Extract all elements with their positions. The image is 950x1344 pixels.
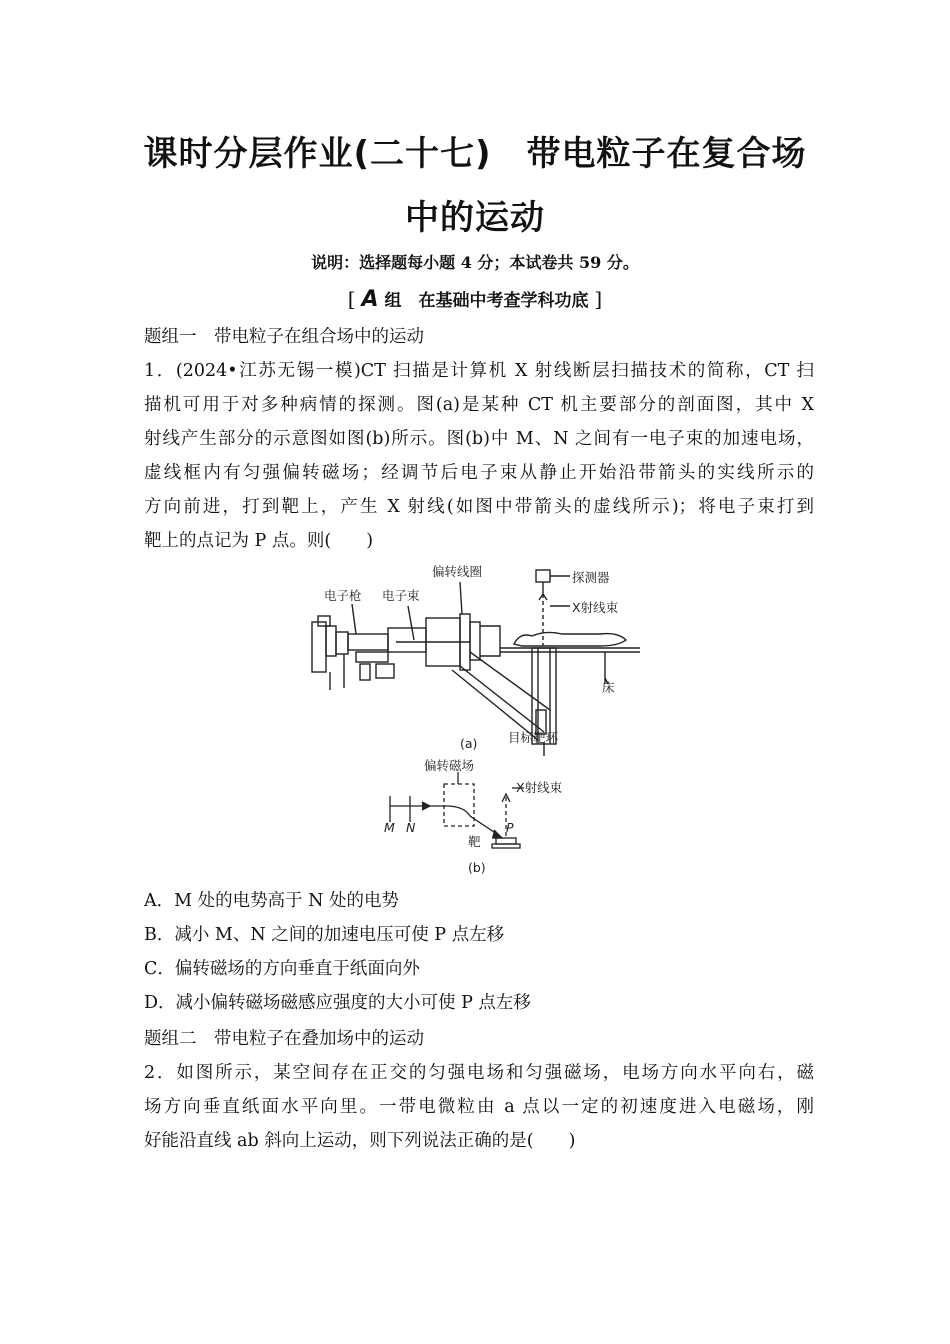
q2-line: 2．如图所示，某空间存在正交的匀强电场和匀强磁场，电场方向水平向右，磁: [144, 1063, 814, 1083]
option-d: D．减小偏转磁场磁感应强度的大小可使 P 点左移: [144, 993, 531, 1013]
caption-b: (b): [468, 860, 486, 875]
section-1-heading: 题组一 带电粒子在组合场中的运动: [144, 327, 424, 347]
figure-b-drawing: [390, 772, 524, 848]
label-n: N: [406, 820, 416, 835]
ct-scanner-figure: [300, 560, 660, 880]
option-a: A．M 处的电势高于 N 处的电势: [144, 891, 400, 911]
label-target: 靶: [468, 834, 481, 849]
label-xray-beam: X射线束: [572, 600, 619, 615]
q1-line: 描机可用于对多种病情的探测。图(a)是某种 CT 机主要部分的剖面图，其中 X: [144, 395, 814, 415]
q1-line: 1．(2024•江苏无锡一模)CT 扫描是计算机 X 射线断层扫描技术的简称，CT 扫: [144, 361, 814, 381]
section-2-heading: 题组二 带电粒子在叠加场中的运动: [144, 1029, 424, 1049]
label-target-ring: 目标靶环: [508, 730, 559, 745]
group-a-text: 组 在基础中考查学科功底: [384, 291, 589, 311]
magnetic-field-region: [444, 784, 474, 826]
label-p: P: [506, 820, 514, 835]
target: [496, 838, 516, 844]
page-title-line-1: 课时分层作业(二十七) 带电粒子在复合场: [143, 134, 807, 174]
bracket-close: ]: [594, 287, 603, 311]
label-m: M: [384, 820, 395, 835]
q1-line: 方向前进，打到靶上，产生 X 射线(如图中带箭头的虚线所示)；将电子束打到: [144, 497, 814, 517]
label-electron-gun: 电子枪: [324, 588, 362, 603]
page-title-line-2: 中的运动: [405, 198, 545, 238]
label-deflection-coil: 偏转线圈: [432, 564, 483, 579]
group-a-heading: [0, 286, 950, 312]
option-c: C．偏转磁场的方向垂直于纸面向外: [144, 959, 420, 979]
q1-line: 射线产生部分的示意图如图(b)所示。图(b)中 M、N 之间有一电子束的加速电场，: [144, 429, 814, 449]
patient: [514, 632, 626, 646]
label-xray-b: X射线束: [516, 780, 563, 795]
q1-line: 靶上的点记为 P 点。则( ): [144, 531, 374, 551]
option-b: B．减小 M、N 之间的加速电压可使 P 点左移: [144, 925, 505, 945]
group-letter: A: [361, 287, 379, 312]
label-detector: 探测器: [572, 570, 610, 585]
gun-body: [312, 622, 326, 672]
q1-line: 虚线框内有匀强偏转磁场；经调节后电子束从静止开始沿带箭头的实线所示的: [144, 463, 814, 483]
q2-line: 好能沿直线 ab 斜向上运动，则下列说法正确的是( ): [144, 1131, 576, 1151]
detector: [536, 570, 550, 582]
exam-note: 说明：选择题每小题 4 分；本试卷共 59 分。: [311, 253, 639, 272]
q2-line: 场方向垂直纸面水平向里。一带电微粒由 a 点以一定的初速度进入电磁场，刚: [144, 1097, 814, 1117]
label-electron-beam: 电子束: [382, 588, 420, 603]
label-field: 偏转磁场: [424, 758, 475, 773]
label-bed: 床: [602, 680, 615, 695]
bracket-open: [: [347, 287, 356, 311]
caption-a: (a): [460, 736, 478, 751]
